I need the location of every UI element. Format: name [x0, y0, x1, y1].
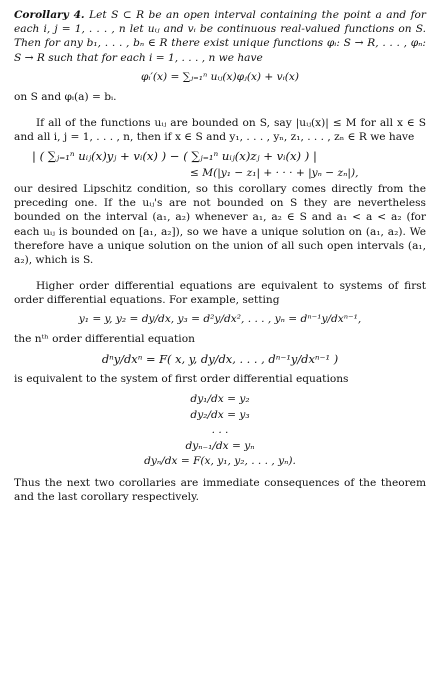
equation-nth-order: dⁿy/dxⁿ = F( x, y, dy/dx, . . . , dⁿ⁻¹y/dxⁿ⁻¹ )	[101, 352, 339, 367]
paragraph-conclusion: Thus the next two corollaries are immediate consequences of the theorem and the last corollary respectively.	[14, 476, 426, 504]
equation-setting: y₁ = y, y₂ = dy/dx, y₃ = d²y/dx², . . . , yₙ = dⁿ⁻¹y/dxⁿ⁻¹,	[78, 312, 362, 325]
system-equation: dy₂/dx = y₃	[190, 408, 250, 421]
system-equation: dyₙ/dx = F(x, y₁, y₂, . . . , yₙ).	[144, 455, 296, 468]
system-equation: dy₁/dx = y₂	[190, 393, 250, 406]
inequality-block	[14, 149, 426, 180]
inequality-line-2: ≤ M(|y₁ − z₁| + · · · + |yₙ − zₙ|),	[190, 166, 359, 179]
spacer	[14, 104, 426, 116]
system-of-equations	[14, 392, 426, 470]
system-ellipsis: . . .	[211, 424, 229, 437]
equation-main: φᵢ′(x) = ∑ⱼ₌₁ⁿ uᵢⱼ(x)φⱼ(x) + vᵢ(x)	[140, 70, 300, 83]
nth-order-line: the nᵗʰ order differential equation	[14, 332, 195, 345]
paragraph-lipschitz: our desired Lipschitz condition, so this corollary comes directly from the preceding one. If the uᵢⱼ's are not bounded on S they are nevertheless bounded on the interval (a₁, a₂) whenever a₁, a₂ ∈ S and a₁ < a < a₂ (for each uᵢⱼ is bounded on [a₁, a₂]), so we have a unique solution on (a₁, a₂). We therefore have a unique solution on the union of all such open intervals (a₁, a₂), which is S.	[14, 183, 426, 267]
system-equation: dyₙ₋₁/dx = yₙ	[185, 439, 255, 452]
paragraph-higher-order: Higher order differential equations are equivalent to systems of first order differential equations. For example, setting	[14, 280, 426, 307]
inequality-line-1: | ( ∑ⱼ₌₁ⁿ uᵢⱼ(x)yⱼ + vᵢ(x) ) − ( ∑ⱼ₌₁ⁿ uᵢⱼ(x)zⱼ + vᵢ(x) ) |	[32, 148, 317, 163]
corollary-statement: Let S ⊂ R be an open interval containing the point a and for each i, j = 1, . . . , n let uᵢⱼ and vᵢ be continuous real-valued functions on S. Then for any b₁, . . . , bₙ ∈ R there exist unique functions φᵢ: S → R, . . . , φₙ: S → R such that for each i = 1, . . . , n we have	[14, 9, 426, 64]
spacer	[14, 267, 426, 279]
condition-line: on S and φᵢ(a) = bᵢ.	[14, 91, 117, 104]
corollary-paragraph	[14, 8, 426, 65]
equivalence-line: is equivalent to the system of first order differential equations	[14, 373, 349, 386]
corollary-heading: Corollary 4.	[14, 9, 85, 21]
paragraph-bounded: If all of the functions uᵢⱼ are bounded on S, say |uᵢⱼ(x)| ≤ M for all x ∈ S and all i, j = 1, . . . , n, then if x ∈ S and y₁, . . . , yₙ, z₁, . . . , zₙ ∈ R we have	[14, 117, 426, 144]
